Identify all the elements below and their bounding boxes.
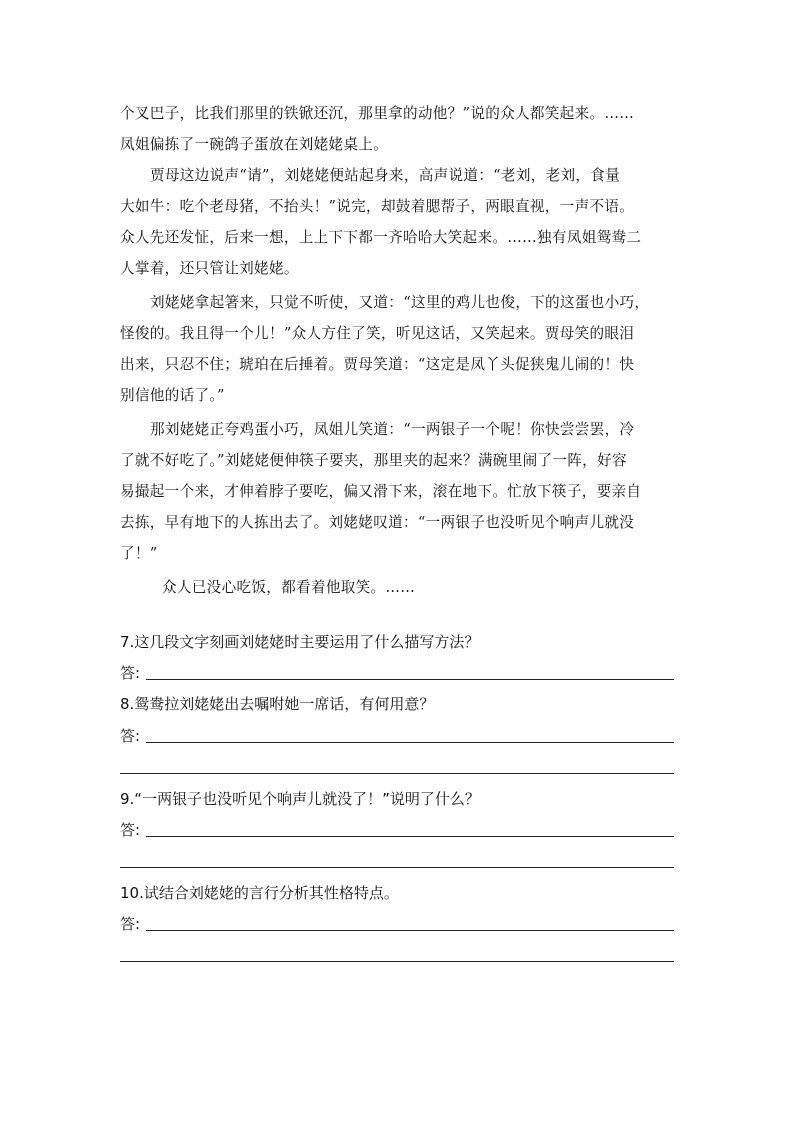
answer-row-9 — [120, 815, 674, 839]
passage-line: 了！” — [120, 545, 158, 562]
answer-line[interactable] — [146, 742, 674, 743]
answer-row-7 — [120, 658, 674, 682]
question-9: 9.“一两银子也没听见个响声儿就没了！”说明了什么？ — [120, 790, 480, 808]
answer-line-extra[interactable] — [120, 867, 674, 868]
answer-label: 答: — [120, 727, 141, 745]
passage-line: 个叉巴子，比我们那里的铁锨还沉，那里拿的动他？”说的众人都笑起来。…… — [120, 105, 635, 122]
answer-line-extra[interactable] — [120, 961, 674, 962]
passage-line: 贾母这边说声“请”，刘姥姥便站起身来，高声说道：“老刘，老刘，食量 — [150, 167, 621, 184]
answer-row-10 — [120, 909, 674, 933]
passage-line: 众人先还发怔，后来一想，上上下下都一齐哈哈大笑起来。……独有凤姐鸳鸯二 — [120, 229, 642, 246]
question-7: 7.这几段文字刻画刘姥姥时主要运用了什么描写方法？ — [120, 633, 480, 651]
passage-line: 那刘姥姥正夸鸡蛋小巧，凤姐儿笑道：“一两银子一个呢！你快尝尝罢，冷 — [150, 421, 635, 438]
answer-line[interactable] — [146, 836, 674, 837]
answer-line[interactable] — [146, 679, 674, 680]
passage-line: 别信他的话了。” — [120, 387, 225, 404]
question-10: 10.试结合刘姥姥的言行分析其性格特点。 — [120, 884, 399, 902]
answer-line[interactable] — [146, 930, 674, 931]
passage-line: 人掌着，还只管让刘姥姥。 — [120, 260, 299, 277]
passage-line: 刘姥姥拿起箸来，只觉不听使，又道：“这里的鸡儿也俊，下的这蛋也小巧， — [150, 294, 650, 311]
answer-label: 答: — [120, 821, 141, 839]
passage-line: 易撮起一个来，才伸着脖子要吃，偏又滑下来，滚在地下。忙放下筷子，要亲自 — [120, 483, 642, 500]
answer-label: 答: — [120, 664, 141, 682]
reading-passage — [120, 98, 680, 603]
passage-line: 众人已没心吃饭，都看着他取笑。…… — [162, 579, 416, 596]
passage-line: 大如牛：吃个老母猪，不抬头！”说完，却鼓着腮帮子，两眼直视，一声不语。 — [120, 198, 635, 215]
answer-line-extra[interactable] — [120, 773, 674, 774]
question-8: 8.鸳鸯拉刘姥姥出去嘱咐她一席话，有何用意？ — [120, 695, 435, 713]
passage-line: 怪俊的。我且得一个儿！”众人方住了笑，听见这话，又笑起来。贾母笑的眼泪 — [120, 325, 635, 342]
passage-line: 去拣，早有地下的人拣出去了。刘姥姥叹道：“一两银子也没听见个响声儿就没 — [120, 514, 635, 531]
passage-line: 凤姐偏拣了一碗鸽子蛋放在刘姥姥桌上。 — [120, 136, 389, 153]
passage-line: 了就不好吃了。”刘姥姥便伸筷子要夹，那里夹的起来？满碗里闹了一阵，好容 — [120, 452, 627, 469]
answer-row-8 — [120, 721, 674, 745]
passage-line: 出来，只忍不住；琥珀在后捶着。贾母笑道：“这定是凤丫头促狭鬼儿闹的！快 — [120, 356, 635, 373]
answer-label: 答: — [120, 915, 141, 933]
